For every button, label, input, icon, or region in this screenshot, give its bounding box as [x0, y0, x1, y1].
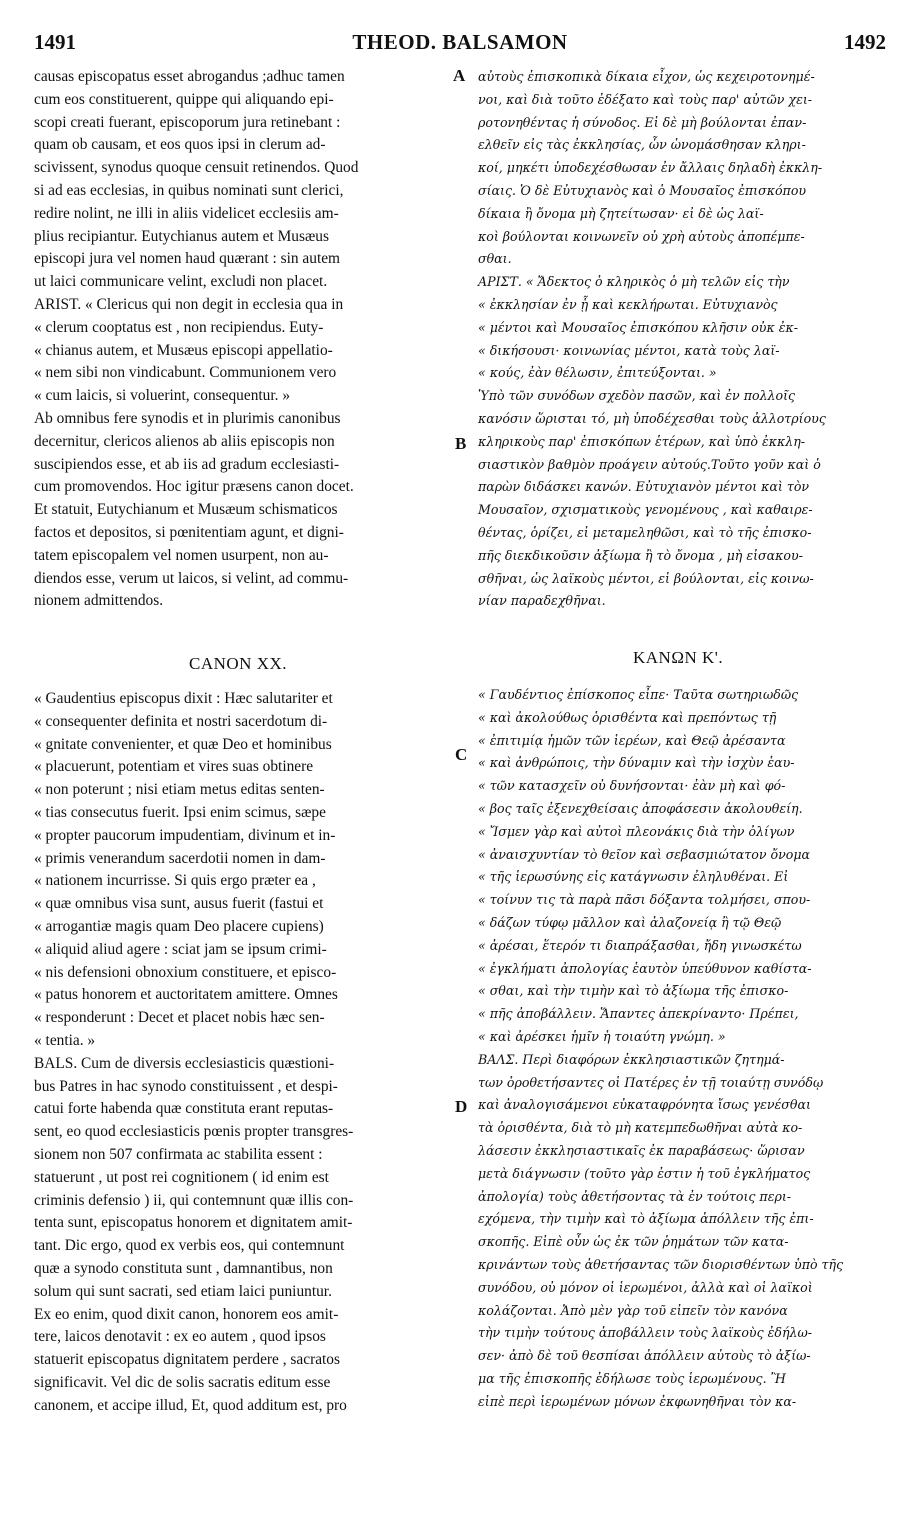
left-text-line: significavit. Vel dic de solis sacratis editum esse	[34, 1374, 331, 1391]
running-header	[0, 30, 920, 64]
left-text-line: scopi creati fuerant, episcoporum jura retinebant :	[34, 113, 341, 131]
right-text-line: δίκαια ἢ ὄνομα μὴ ζητείτωσαν· εἰ δὲ ὡς λαϊ-	[478, 205, 764, 221]
right-text-line: « μέντοι καὶ Μουσαῖος ἐπισκόπου κλῆσιν οὐκ ἐκ-	[478, 319, 798, 335]
right-text-line: σιαστικὸν βαθμὸν προάγειν αὐτούς.Τοῦτο γοῦν καὶ ὁ	[478, 456, 821, 472]
right-text-line: εἰπὲ περὶ ἱερωμένων μόνων ἐκφωνηθῆναι τὸν κα-	[478, 1393, 797, 1409]
left-text-line: statuerit episcopatus dignitatem perdere , sacratos	[34, 1351, 340, 1369]
right-text-line: « καὶ ἀνθρώποις, τὴν δύναμιν καὶ τὴν ἰσχὺν ἑαυ-	[478, 755, 795, 771]
right-text-line: εχόμενα, τὴν τιμὴν καὶ τὸ ἀξίωμα ἀπόλλειν τῆς ἐπι-	[478, 1211, 814, 1227]
left-text-line: « arrogantiæ magis quam Deo placere cupiens)	[34, 918, 324, 935]
left-text-line: « tentia. »	[34, 1032, 96, 1049]
left-text-line: « nem sibi non vindicabunt. Communionem vero	[34, 364, 337, 382]
margin-marker-a: A	[453, 66, 466, 85]
left-text-line: ut laici communicare velint, excludi non placet.	[34, 273, 328, 291]
left-text-line: nionem admittendos.	[34, 592, 164, 610]
right-text-line: συνόδου, οὐ μόνον οἱ ἱερωμένοι, ἀλλὰ καὶ οἱ λαϊκοὶ	[478, 1279, 813, 1295]
right-text-line: ΑΡΙΣΤ. « Ἄδεκτος ὁ κληρικὸς ὁ μὴ τελῶν εἰς τὴν	[478, 274, 790, 290]
left-text-line: episcopi jura vel nomen haud quærant : sin autem	[34, 250, 341, 268]
right-text-line: νίαν παραδεχθῆναι.	[478, 593, 606, 609]
right-text-line: « ἐκκλησίαν ἐν ᾗ καὶ κεκλήρωται. Εὐτυχιανὸς	[478, 297, 778, 312]
right-text-line: αὐτοὺς ἐπισκοπικὰ δίκαια εἶχον, ὡς κεχειροτονημέ-	[478, 69, 815, 84]
right-text-line: μετὰ διάγνωσιν (τοῦτο γὰρ ἐστιν ἡ τοῦ ἐγκλήματος	[478, 1165, 811, 1181]
left-text-line: « tias consecutus fuerit. Ipsi enim scimus, sæpe	[34, 804, 326, 821]
right-text-line: θέντας, ὁρίζει, εἰ μεταμεληθῶσι, καὶ τὸ τῆς ἐπισκο-	[478, 525, 812, 540]
left-text-line: « responderunt : Decet et placet nobis hæc sen-	[34, 1009, 325, 1027]
right-text-line: ΒΑΛΣ. Περὶ διαφόρων ἐκκλησιαστικῶν ζητημά-	[478, 1051, 785, 1067]
right-text-line: σθῆναι, ὡς λαϊκοὺς μέντοι, εἰ βούλονται, εἰς κοινω-	[478, 570, 814, 586]
left-text-line: « consequenter definita et nostri sacerdotum di-	[34, 712, 328, 730]
left-text-line: BALS. Cum de diversis ecclesiasticis quæstioni-	[34, 1054, 335, 1072]
margin-marker-b: B	[455, 434, 467, 453]
right-text-line: κανόσιν ὥρισται τό, μὴ ὑποδέχεσθαι τοὺς ἀλλοτρίους	[478, 411, 826, 426]
left-text-line: ARIST. « Clericus qui non degit in ecclesia qua in	[34, 296, 344, 313]
right-text-line: τὰ ὁρισθέντα, διὰ τὸ μὴ κατεμπεδωθῆναι αὐτὰ κο-	[478, 1120, 803, 1136]
left-text-line: tatem episcopalem vel nomen usurpent, non au-	[34, 546, 329, 564]
right-text-line: « ἐπιτιμίᾳ ἡμῶν τῶν ἱερέων, καὶ Θεῷ ἀρέσαντα	[478, 732, 786, 748]
left-text-line: tant. Dic ergo, quod ex verbis eos, qui contemnunt	[34, 1237, 345, 1255]
right-text-line: πῆς διεκδικοῦσιν ἀξίωμα ἢ τὸ ὄνομα , μὴ εἰσακου-	[478, 547, 803, 563]
left-text-line: sent, eo quod ecclesiasticis pœnis propter transgres-	[34, 1123, 354, 1141]
right-text-line: μα τῆς ἐπισκοπῆς ἐδήλωσε τοὺς ἱερωμένους. Ἢ	[478, 1371, 786, 1386]
right-text-line: σίαις. Ὁ δὲ Εὐτυχιανὸς καὶ ὁ Μουσαῖος ἐπισκόπου	[478, 183, 807, 198]
left-text-line: « chianus autem, et Musæus episcopi appellatio-	[34, 341, 333, 359]
left-text-line: « placuerunt, potentiam et vires suas obtinere	[34, 758, 314, 776]
right-text-line: ἀπολογία) τοὺς ἀθετήσοντας τὰ ἐν τούτοις περι-	[478, 1188, 792, 1204]
left-text-line: quæ a synodo constituta sunt , damnantibus, non	[34, 1260, 333, 1277]
right-text-line: παρὼν διδάσκει κανών. Εὐτυχιανὸν μέντοι καὶ τὸν	[478, 479, 810, 495]
left-text-line: « clerum cooptatus est , non recipiendus. Euty-	[34, 318, 324, 336]
left-text-line: « propter paucorum impudentiam, divinum et in-	[34, 826, 336, 844]
right-text-line: κοὶ βούλονται κοινωνεῖν οὐ χρὴ αὐτοὺς ἀποπέμπε-	[478, 228, 805, 244]
right-canon-heading: ΚΑΝΩΝ Κ'.	[633, 648, 724, 667]
right-text-line: « δάζων τύφῳ μᾶλλον καὶ ἀλαζονείᾳ ἢ τῷ Θεῷ	[478, 915, 782, 930]
left-text-line: « primis venerandum sacerdotii nomen in dam-	[34, 849, 326, 867]
left-text-line: diendos esse, verum ut laicos, si velint, ad commu-	[34, 569, 349, 587]
right-text-line: « τοίνυν τις τὰ παρὰ πᾶσι δόξαντα τολμήσει, σπου-	[478, 892, 811, 908]
left-text-line: « aliquid aliud agere : sciat jam se ipsum crimi-	[34, 940, 327, 958]
right-text-line: « τῆς ἱερωσύνης εἰς κατάγνωσιν ἐληλυθέναι. Εἰ	[478, 869, 789, 885]
right-text-line: ροτονηθέντας ἡ σύνοδος. Εἰ δὲ μὴ βούλονται ἐπαν-	[478, 114, 807, 130]
left-text-line: decernitur, clericos alienos ab aliis episcopis non	[34, 432, 335, 450]
left-text-line: suscipiendos esse, et ab iis ad gradum ecclesiasti-	[34, 455, 340, 473]
left-text-line: solum qui sunt sacrati, sed etiam laici puniuntur.	[34, 1282, 332, 1300]
right-text-line: « δικήσουσι· κοινωνίας μέντοι, κατὰ τοὺς λαϊ-	[478, 342, 780, 358]
right-text-line: « βος ταῖς ἐξενεχθείσαις ἀποφάσεσιν ἀκολουθείη.	[478, 801, 803, 816]
right-text-line: τὴν τιμὴν τούτους ἀποβάλλειν τοὺς λαϊκοὺς ἐδήλω-	[478, 1325, 813, 1341]
right-text-line: « κούς, ἐὰν θέλωσιν, ἐπιτεύξονται. »	[478, 365, 717, 381]
left-text-line: sionem non 507 confirmata ac stabilita essent :	[34, 1146, 323, 1163]
right-text-line: « ἀρέσαι, ἕτερόν τι διαπράξασθαι, ἤδη γινωσκέτω	[478, 937, 802, 953]
right-text-line: « ἐγκλήματι ἀπολογίας ἑαυτὸν ὑπεύθυνον καθίστα-	[478, 960, 812, 976]
right-text-line: « καὶ ἀρέσκει ἡμῖν ἡ τοιαύτη γνώμη. »	[478, 1029, 726, 1044]
right-text-line: « καὶ ἀκολούθως ὁρισθέντα καὶ πρεπόντως τῇ	[478, 709, 777, 725]
right-text-line: « πῆς ἀποβάλλειν. Ἅπαντες ἀπεκρίναντο· Πρέπει,	[478, 1006, 799, 1022]
left-text-line: Ab omnibus fere synodis et in plurimis canonibus	[34, 410, 341, 427]
left-text-line: « quæ omnibus visa sunt, ausus fuerit (fastui et	[34, 895, 324, 913]
right-text-line: κληρικοὺς παρ' ἐπισκόπων ἑτέρων, καὶ ὑπὸ ἐκκλη-	[478, 433, 806, 449]
left-text-line: Et statuit, Eutychianum et Musæum schismaticos	[34, 501, 338, 519]
right-text-line: κρινάντων τοὺς ἀθετήσαντας τῶν διορισθέντων ὑπὸ τῆς	[478, 1257, 844, 1272]
left-text-line: si ad eas ecclesias, in quibus nominati sunt clerici,	[34, 182, 344, 199]
left-text-line: causas episcopatus esset abrogandus ;adhuc tamen	[34, 68, 345, 85]
left-text-line: canonem, et accipe illud, Et, quod additum est, pro	[34, 1396, 347, 1414]
left-text-line: « Gaudentius episcopus dixit : Hæc salutariter et	[34, 690, 333, 707]
margin-marker-d: D	[455, 1097, 468, 1116]
left-text-line: quam ob causam, et eos quos ipsi in clerum ad-	[34, 136, 326, 154]
right-text-line: « ἀναισχυντίαν τὸ θεῖον καὶ σεβασμιώτατον ὄνομα	[478, 846, 811, 862]
right-text-line: κολάζονται. Ἀπὸ μὲν γὰρ τοῦ εἰπεῖν τὸν κανόνα	[478, 1302, 788, 1318]
left-text-line: plius recipiantur. Eutychianus autem et Musæus	[34, 227, 329, 245]
right-text-line: « τῶν κατασχεῖν οὐ δυνήσονται· ἐὰν μὴ καὶ φό-	[478, 778, 786, 794]
right-text-line: Ὑπὸ τῶν συνόδων σχεδὸν πασῶν, καὶ ἐν πολλοῖς	[478, 388, 796, 404]
left-text-line: tere, laicos denotavit : ex eo autem , quod ipsos	[34, 1328, 326, 1346]
right-text-line: σθαι.	[478, 251, 512, 267]
left-page-number: 1491	[34, 30, 76, 54]
left-text-line: scivissent, synodus quoque censuit retinendos. Quod	[34, 159, 359, 177]
left-text-line: « gnitate convenienter, et quæ Deo et hominibus	[34, 735, 332, 753]
left-text-line: tenta sunt, episcopatus honorem et dignitatem amit-	[34, 1214, 353, 1232]
left-text-line: redire nolint, ne illi in aliis videlicet ecclesiis am-	[34, 204, 339, 222]
margin-marker-c: C	[455, 745, 468, 764]
right-text-line: Μουσαῖον, σχισματικοὺς γενομένους , καὶ καθαιρε-	[478, 502, 813, 518]
left-text-line: bus Patres in hac synodo constituissent , et despi-	[34, 1077, 338, 1095]
right-text-line: « Ἴσμεν γὰρ καὶ αὐτοὶ πλεονάκις διὰ τὴν ὀλίγων	[478, 823, 795, 839]
left-text-line: cum promovendos. Hoc igitur præsens canon docet.	[34, 478, 354, 496]
left-text-line: Ex eo enim, quod dixit canon, honorem eos amit-	[34, 1305, 339, 1323]
left-text-line: cum eos constituerent, quippe qui aliquando epi-	[34, 90, 334, 108]
left-text-line: statuerunt , ut post rei cognitionem ( id enim est	[34, 1168, 329, 1186]
left-text-line: « patus honorem et auctoritatem amittere. Omnes	[34, 986, 338, 1004]
right-text-line: σεν· ἀπὸ δὲ τοῦ θεσπίσαι ἀπόλλειν αὐτοὺς τὸ ἀξίω-	[478, 1348, 811, 1364]
left-text-line: catui forte habenda quæ constituta erant reputas-	[34, 1100, 334, 1118]
left-text-line: factos et depositos, si pœnitentiam agunt, et digni-	[34, 524, 344, 541]
right-text-line: « Γαυδέντιος ἐπίσκοπος εἶπε· Ταῦτα σωτηριωδῶς	[478, 687, 799, 702]
left-canon-heading: CANON XX.	[189, 654, 287, 673]
right-text-line: « σθαι, καὶ τὴν τιμὴν καὶ τὸ ἀξίωμα τῆς ἐπισκο-	[478, 983, 789, 999]
left-text-line: « nis defensioni obnoxium constituere, et episco-	[34, 963, 337, 981]
right-text-line: των ὁροθετήσαντες οἱ Πατέρες ἐν τῇ τοιαύτῃ συνόδῳ	[478, 1074, 824, 1090]
left-text-line: « cum laicis, si voluerint, consequentur. »	[34, 387, 291, 405]
right-text-line: νοι, καὶ διὰ τοῦτο ἐδέξατο καὶ τοὺς παρ' αὐτῶν χει-	[478, 91, 813, 107]
left-text-line: criminis defensio ) ii, qui contemnunt quæ illis con-	[34, 1191, 354, 1209]
right-text-line: κοί, μηκέτι ὑποδεχέσθωσαν ἐν ἄλλαις δηλαδὴ ἐκκλη-	[478, 160, 823, 176]
right-text-line: ελθεῖν εἰς τὰς ἐκκλησίας, ὧν ὠνομάσθησαν κληρι-	[478, 137, 806, 153]
left-text-line: « non poterunt ; nisi etiam metus editas senten-	[34, 781, 325, 799]
left-text-line: « nationem incurrisse. Si quis ergo præter ea ,	[34, 872, 316, 890]
right-page-number: 1492	[844, 30, 886, 54]
right-text-line: λάσεσιν ἐκκλησιαστικαῖς ἐκ παραβάσεως· ὥρισαν	[478, 1143, 805, 1158]
running-title: THEOD. BALSAMON	[352, 30, 568, 54]
right-text-line: σκοπῆς. Εἰπὲ οὖν ὡς ἐκ τῶν ῥημάτων τῶν κατα-	[478, 1234, 789, 1250]
right-text-line: καὶ ἀναλογισάμενοι εὐκαταφρόνητα ἴσως γενέσθαι	[478, 1097, 811, 1113]
